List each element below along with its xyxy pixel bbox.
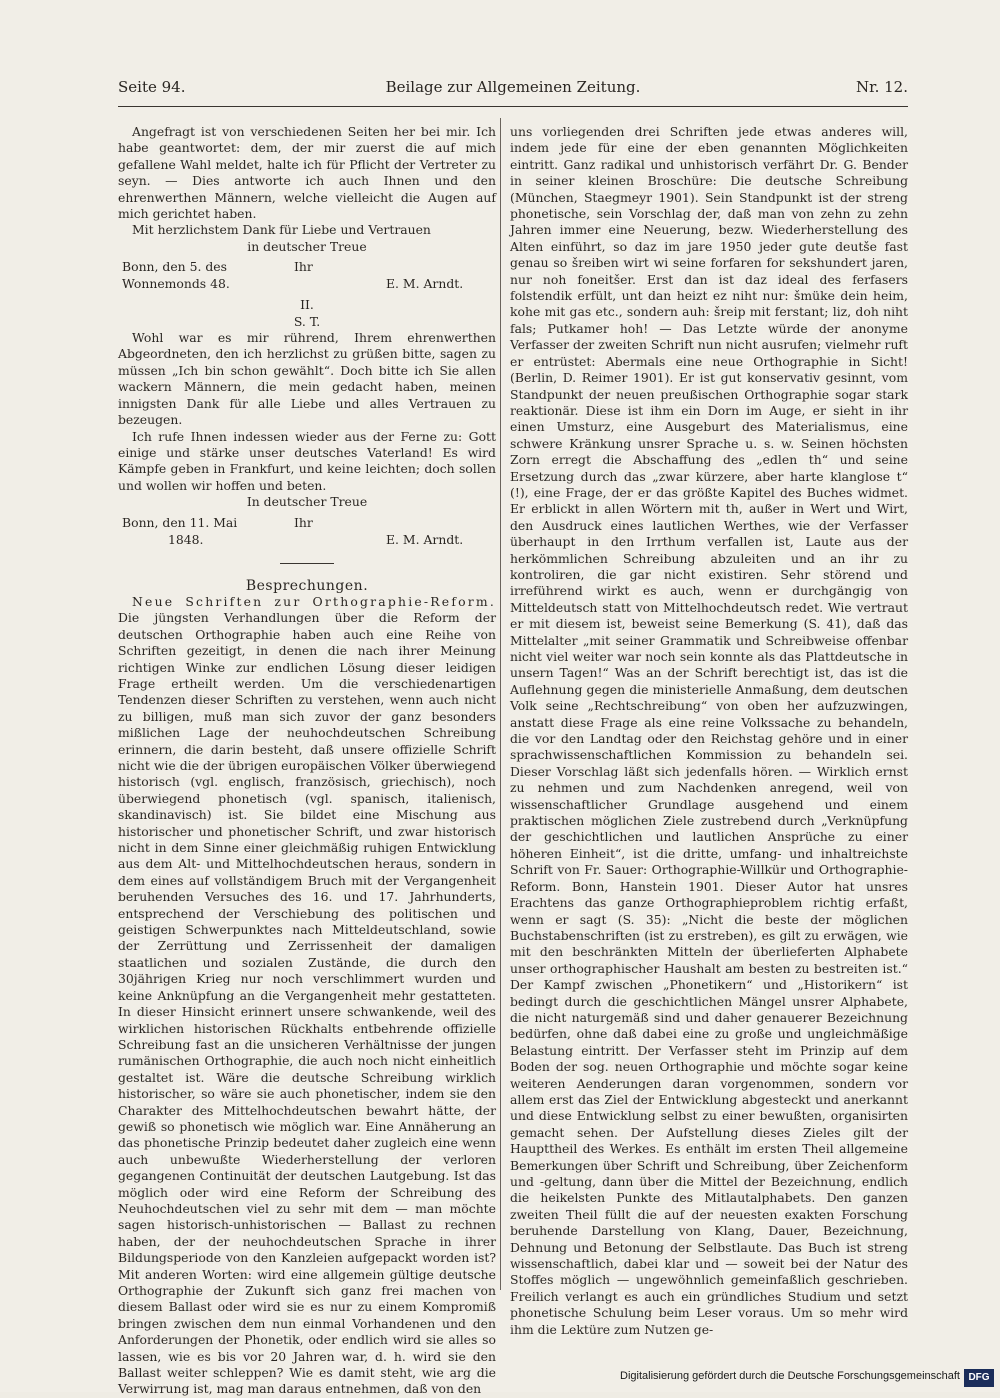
letter-paragraph: Wohl war es mir rührend, Ihrem ehrenwerthen Abgeordneten, den ich herzlichst zu grüßen bitte, sagen zu müssen „Ich bin schon gewählt“. Doch bitte ich Sie allen wackern Männern, die mein gedacht haben, meinen innigsten Dank für alle Liebe und alles Vertrauen zu bezeugen. bbox=[118, 330, 496, 428]
letter-paragraph: Angefragt ist von verschiedenen Seiten her bei mir. Ich habe geantwortet: dem, der mir zuerst die auf mich gefallene Wahl meldet, halte ich für Pflicht der Vertreter zu seyn. — Dies antworte ich auch Ihnen und den ehrenwerthen Männern, welche vielleicht die Augen auf mich gerichtet haben. bbox=[118, 124, 496, 222]
dfg-logo: DFG bbox=[964, 1369, 994, 1387]
letter-closing-treue: in deutscher Treue bbox=[247, 238, 367, 254]
page-header bbox=[118, 78, 908, 102]
letter-dateline bbox=[118, 515, 496, 549]
letter-salutation: S. T. bbox=[293, 313, 321, 329]
publication-title: Beilage zur Allgemeinen Zeitung. bbox=[385, 78, 641, 96]
right-column bbox=[510, 124, 908, 1338]
section-separator bbox=[280, 563, 334, 564]
header-rule bbox=[118, 106, 908, 107]
review-paragraph-continued: uns vorliegenden drei Schriften jede etwas anderes will, indem jede für eine der eben genannten Möglichkeiten eintritt. Ganz radikal und unhistorisch verfährt Dr. G. Bender in seiner kleinen Broschüre: Die deutsche Schreibung (München, Staegmeyr 1901). Sein Standpunkt ist der streng phonetische, sein Vorschlag der, daß man von zehn zu zehn Jahren immer eine Neuerung, bezw. Wiederherstellung des Alten einführt, so daz im jare 1950 jeder gute deutše fast genau so šreiben wirt wi seine forfaren for sekshundert jaren, nur noh foneitšer. Erst dan ist daz ideal des ferfasers folstendik erfült, unt dan heizt ez niht nur: šmüke dein heim, kohe mit gas etc., sondern auh: šreip mit ferstant; liz, doh niht fals; Putkamer hoh! — Das Letzte würde der anonyme Verfasser der zweiten Schrift nun nicht ausrufen; vielmehr ruft er entrüstet: Abermals eine neue Orthographie in Sicht! (Berlin, D. Reimer 1901). Er ist gut konservativ gesinnt, vom Standpunkt der neuen preußischen Orthographie sogar stark reaktionär. Diese ist ihm ein Dorn im Auge, er sieht in ihr einen Umsturz, eine Ausgeburt des Materialismus, eine schwere Kränkung unsrer Sprache u. s. w. Seinen höchsten Zorn erregt die Abschaffung des „edlen th“ und seine Ersetzung durch das „zwar kürzere, aber harte klanglose t“ (!), eine Frage, der er das größte Kapitel des Buches widmet. Er erblickt in allen Wörtern mit th, außer in Wert und Wirt, den Ausdruck eines lautlichen Werthes, wie der Verfasser überhaupt in den Irrthum verfallen ist, Laute aus der herkömmlichen Schreibung abzuleiten und an ihr zu kontroliren, die gar nicht existiren. Sehr störend und irreführend wirkt es auch, wenn er durchgängig von Mitteldeutsch statt von Mittelhochdeutsch redet. Wie vertraut er mit diesem ist, beweist seine Bemerkung (S. 41), daß das Mittelalter „mit seiner Grammatik und Schreibweise offenbar nicht viel weiter war noch sein konnte als das Plattdeutsche in unsern Tagen!“ Was an der Schrift berechtigt ist, das ist die Auflehnung gegen die ministerielle Anmaßung, dem deutschen Volk seine „Rechtschreibung“ von oben her aufzuzwingen, anstatt diese Frage als eine reine Volkssache zu behandeln, die vor den Landtag oder den Reichstag gehöre und in einer sprachwissenschaftlichen Kommission zu behandeln sei. Dieser Vorschlag läßt sich jedenfalls hören. — Wirklich ernst zu nehmen und zum Nachdenken anregend, weil von wissenschaftlicher Grundlage ausgehend und einem praktischen möglichen Ziele zustrebend durch „Verknüpfung der geschichtlichen und lautlichen Ansprüche zu einer höheren Einheit“, ist die dritte, umfang- und inhaltreichste Schrift von Fr. Sauer: Orthographie-Willkür und Orthographie-Reform. Bonn, Hanstein 1901. Dieser Autor hat unsres Erachtens das ganze Orthographieproblem richtig erfaßt, wenn er sagt (S. 35): „Nicht die beste der möglichen Buchstabenschriften (ist zu erstreben), es gilt zu erwägen, wie mit den beschränkten Mitteln der überlieferten Alphabete unser orthographischer Haushalt am besten zu bestreiten ist.“ Der Kampf zwischen „Phonetikern“ und „Historikern“ ist bedingt durch die geschichtlichen Mängel unsrer Alphabete, die nicht naturgemäß sind und daher genauerer Bezeichnung bedürfen, ohne daß dabei eine zu große und ungleichmäßige Belastung eintritt. Der Verfasser steht im Prinzip auf dem Boden der sog. neuen Orthographie und möchte sogar keine weiteren Aenderungen daran vorgenommen, sondern vor allem erst das Ziel der Entwicklung abgesteckt und anerkannt und diese Entwicklung selbst zu einer bewußten, organisirten gemacht sehen. Der Aufstellung dieses Zieles gilt der Haupttheil des Werkes. Es enthält im ersten Theil allgemeine Bemerkungen über Schrift und Schreibung, über Zeichenform und -geltung, dann über die Mittel der Bezeichnung, endlich die heikelsten Punkte des Mitlautalphabets. Den ganzen zweiten Theil füllt die auf der neuesten exakten Forschung beruhende Darstellung von Klang, Dauer, Bezeichnung, Dehnung und Betonung der Selbstlaute. Das Buch ist streng wissenschaftlich, dabei klar und — soweit bei der Natur des Stoffes möglich — ungewöhnlich gemeinfaßlich geschrieben. Freilich verlangt es auch ein gründliches Studium und setzt phonetische Schulung beim Leser voraus. Um so mehr wird ihm die Lektüre zum Nutzen ge- bbox=[510, 124, 908, 1337]
letter-dateline bbox=[118, 259, 496, 293]
dateline-month: Wonnemonds 48. bbox=[122, 276, 230, 292]
column-divider bbox=[500, 118, 501, 1290]
issue-number: Nr. 12. bbox=[855, 78, 908, 96]
funding-note: Digitalisierung gefördert durch die Deutsche Forschungsgemeinschaft bbox=[620, 1370, 960, 1382]
review-title: Neue Schriften zur Orthographie-Reform. bbox=[132, 593, 496, 609]
page-number: Seite 94. bbox=[118, 78, 186, 96]
dateline-place: Bonn, den 11. Mai bbox=[122, 514, 238, 530]
signature: E. M. Arndt. bbox=[386, 276, 464, 292]
left-column bbox=[118, 124, 496, 1398]
section-heading: Besprechungen. bbox=[245, 577, 369, 594]
footer bbox=[0, 1366, 1000, 1392]
letter-number: II. bbox=[300, 297, 314, 313]
letter-paragraph: Ich rufe Ihnen indessen wieder aus der Ferne zu: Gott einige und stärke unser deutsches Vaterland! Es wird Kämpfe geben in Frankfurt, und keine leichten; doch sollen und wollen wir hoffen und beten. bbox=[118, 428, 496, 493]
letter-closing-treue: In deutscher Treue bbox=[246, 494, 368, 510]
dateline-ihr: Ihr bbox=[294, 514, 313, 530]
review-body: Die jüngsten Verhandlungen über die Reform der deutschen Orthographie haben auch eine Reihe von Schriften gezeitigt, in denen die nach ihrer Meinung richtigen Winke zur endlichen Lösung dieser leidigen Frage ertheilt werden. Um die verschiedenartigen Tendenzen dieser Schriften zu verstehen, wenn auch nicht zu billigen, muß man sich zuvor der ganz besonders mißlichen Lage der neuhochdeutschen Schreibung erinnern, die darin besteht, daß unsere offizielle Schrift nicht wie die der übrigen europäischen Völker überwiegend historisch (vgl. englisch, französisch, griechisch), noch überwiegend phonetisch (vgl. spanisch, italienisch, skandinavisch) ist. Sie bildet eine Mischung aus historischer und phonetischer Schrift, und zwar historisch nicht in dem Sinne einer gleichmäßig ruhigen Entwicklung aus dem Alt- und Mittelhochdeutschen heraus, sondern in dem eines auf vollständigem Bruch mit der Vergangenheit beruhenden Versuches des 16. und 17. Jahrhunderts, entsprechend der Verschiebung des politischen und geistigen Schwerpunktes nach Mitteldeutschland, sowie der Zerrüttung und Zerrissenheit der damaligen staatlichen und sozialen Zustände, die durch den 30jährigen Krieg nur noch verschlimmert wurden und keine Anknüpfung an die Vergangenheit mehr gestatteten. In dieser Hinsicht erinnert unsere schwankende, weil des wirklichen historischen Rückhalts entbehrende offizielle Schreibung fast an die unsicheren Verhältnisse der jungen rumänischen Orthographie, die auch noch nicht einheitlich gestaltet ist. Wäre die deutsche Schreibung wirklich historischer, so wäre sie auch phonetischer, indem sie den Charakter des Mittelhochdeutschen bewahrt hätte, der gewiß so phonetisch wie möglich war. Eine Annäherung an das phonetische Prinzip bedeutet daher zugleich eine wenn auch unbewußte Wiederherstellung der verloren gegangenen Continuität der deutschen Lautgebung. Ist das möglich oder wird eine Reform der Schreibung des Neuhochdeutschen viel zu sehr mit dem — man möchte sagen historisch-unhistorischen — Ballast zu rechnen haben, der der neuhochdeutschen Sprache in ihrer Bildungsperiode von den Kanzleien aufgepackt worden ist? Mit anderen Worten: wird eine allgemein gültige deutsche Orthographie der Zukunft sich ganz frei machen von diesem Ballast oder wird sie es nur zu einem Kompromiß bringen zwischen dem nun einmal Vorhandenen und den Anforderungen der Phonetik, oder endlich wird sie alles so lassen, wie es bis vor 20 Jahren war, d. h. wird sie den Ballast weiter schleppen? Wie es damit steht, wie arg die Verwirrung ist, mag man daraus entnehmen, daß von den bbox=[118, 610, 496, 1397]
dateline-year: 1848. bbox=[168, 531, 204, 547]
review-paragraph bbox=[118, 594, 496, 1398]
dateline-place: Bonn, den 5. des bbox=[122, 259, 227, 275]
signature: E. M. Arndt. bbox=[386, 531, 464, 547]
letter-closing: Mit herzlichstem Dank für Liebe und Vertrauen bbox=[132, 222, 431, 238]
dateline-ihr: Ihr bbox=[294, 259, 313, 275]
